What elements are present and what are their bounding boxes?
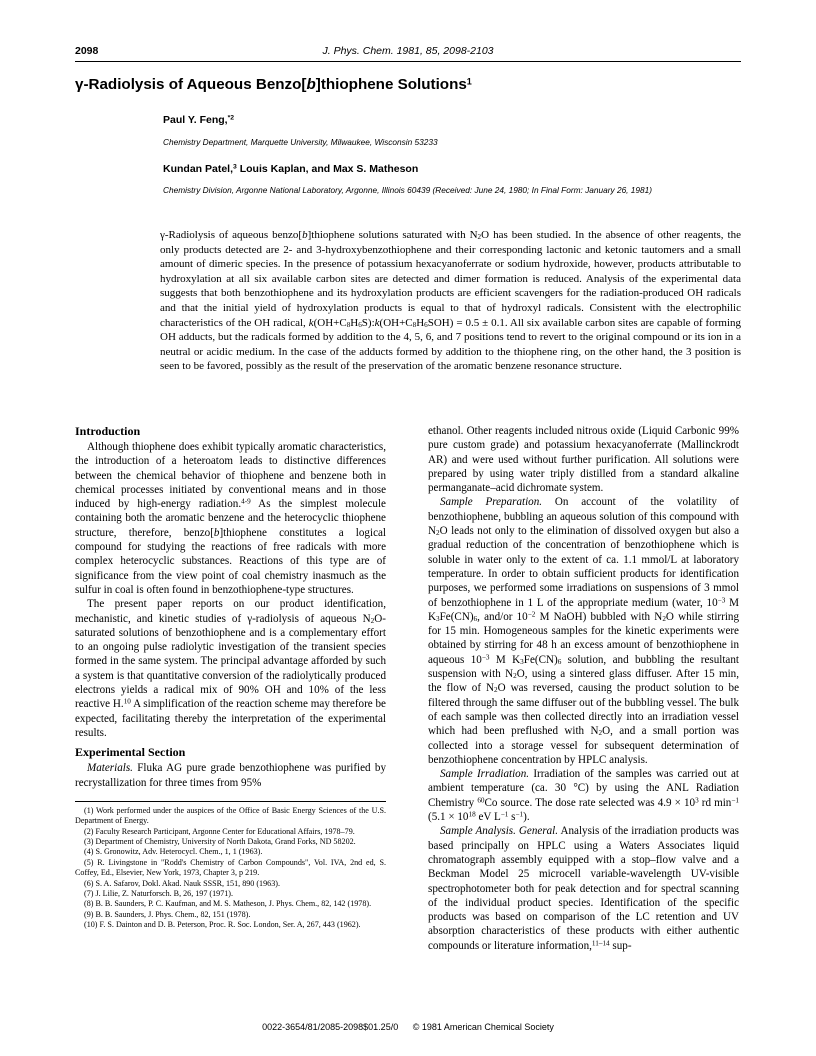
footnote-8: (8) B. B. Saunders, P. C. Kaufman, and M. S. Matheson, J. Phys. Chem., 82, 142 (1978). (84, 899, 372, 909)
materials-paragraph: Materials. Fluka AG pure grade benzothiophene was purified by recrystallization for three times from 95% (75, 762, 386, 789)
abstract: γ-Radiolysis of aqueous benzo[b]thiophene solutions saturated with $N_2O$ has been studied. In the absence of other reagents, the only products detected are 2- and 3-hydroxybenzothiophene and their corresponding lactonic and ketonic tautomers and a small amount of dimeric species. In the presence of potassium hexacyanoferrate or sodium hydroxide, however, products attributable to hydroxylation at all six available carbon sites are detected and dimer formation is reduced. Analysis of the experimental data suggests that both benzothiophene and its hydroxylation products are efficient scavengers for the radiation-produced OH radicals and that the initial yield of hydroxylation products is equal to that of hydroxyl radicals. Consistent with the electrophilic characteristics of the OH radical, $k(OH+C_8H_6S):k(OH+C_8H_6SOH) = 0.5 \pm 0.1$. All six available carbon sites are capable of forming OH adducts, but the radicals formed by addition to the 4, 5, 6, and 7 positions tend to revert to the original compound or its ion in a neutral or acidic medium. In the case of the adducts formed by addition to the thiophene ring, on the other hand, the 3 position is seen to be favored, possibly as the result of the preservation of the aromatic benzene resonance structure. (160, 229, 741, 373)
right-column (428, 424, 739, 953)
sample-analysis-paragraph: Sample Analysis. General. Analysis of the irradiation products was based principally on HPLC using a Waters Associates liquid chromatograph assembly equipped with a stop–flow valve and a Beckman Model 25 microcell variable-wavelength UV-visible spectrophotometer both for peak detection and for spectral scanning of the individual product species. Identification of the specific products was based on comparison of the LC retention and UV absorption characteristics of these products with either authentic compounds or literature information,$^{11-14}$ sup- (428, 825, 739, 952)
left-column (75, 424, 386, 931)
intro-paragraph-2: The present paper reports on our product identification, mechanistic, and kinetic studies of γ-radiolysis of aqueous $N_2O$-saturated solutions of benzothiophene and is a complementary effort to an ongoing pulse radiolytic investigation of the transient species formed in the same system. The principal advantage afforded by such a system is that quantitative conversion of the radiolytically produced electrons yields a radical mix of 90% OH and 10% of the less reactive H.$^{10}$ A simplification of the reaction scheme may therefore be expected, facilitating thereby the interpretation of the experimental results. (75, 598, 386, 739)
page-number: 2098 (75, 45, 99, 57)
footnotes (75, 806, 386, 931)
footnote-2: (2) Faculty Research Participant, Argonne Center for Educational Affairs, 1978–79. (84, 826, 355, 836)
title-footnote-mark: 1 (466, 76, 472, 87)
footnote-rule (75, 801, 386, 802)
header-rule (75, 61, 741, 62)
affiliation-1: Chemistry Department, Marquette University, Milwaukee, Wisconsin 53233 (163, 137, 438, 147)
copyright-notice: © 1981 American Chemical Society (412, 1022, 554, 1032)
introduction-heading: Introduction (75, 424, 141, 438)
article-title: γ-Radiolysis of Aqueous Benzo[b]thiophene Solutions$^1$ (75, 76, 472, 93)
footnote-3: (3) Department of Chemistry, University of North Dakota, Grand Forks, ND 58202. (84, 837, 356, 847)
sample-irradiation-paragraph: Sample Irradiation. Irradiation of the samples was carried out at ambient temperature (ca. 30 °C) by using the ANL Radiation Chemistry $^{60}$Co source. The dose rate selected was $4.9 \times 10^3$ rd $\min^{-1} (5.1 \times 10^{18}$ eV $L^{-1}$ $s^{-1}$). (428, 768, 740, 824)
footnote-4: (4) S. Gronowitz, Adv. Heterocycl. Chem., 1, 1 (1963). (84, 847, 263, 857)
footnote-7: (7) J. Lilie, Z. Naturforsch. B, 26, 197 (1971). (84, 889, 234, 899)
footnote-6: (6) S. A. Safarov, Dokl. Akad. Nauk SSSR, 151, 890 (1963). (84, 878, 280, 888)
footnote-1: (1) Work performed under the auspices of the Office of Basic Energy Sciences of the U.S. Department of Energy. (75, 805, 386, 826)
rate-expression: $k(OH+C_8H_6S):k(OH+C_8H_6SOH)$ (308, 316, 454, 329)
sample-preparation-paragraph: Sample Preparation. On account of the volatility of benzothiophene, bubbling an aqueous solution of this compound with $N_2O$ leads not only to the elimination of dissolved oxygen but also a gradual reduction of the concentration of benzothiophene which is soluble in water only to the extent of ca. 1.1 mmol/L at laboratory temperature. In order to obtain sufficient products for identification purposes, we performed some irradiations on suspensions of 3 mmol of benzothiophene in 1 L of the appropriate medium (water, $10^{-3}$ M $K_3Fe(CN)_6$, and/or $10^{-2}$ M NaOH) bubbled with $N_2O$ while stirring for 15 min. Homogeneous samples for the kinetic experiments were obtained by stirring for 48 h an excess amount of benzothiophene in aqueous $10^{-3}$ M $K_3Fe(CN)_6$ solution, and bubbling the resultant suspension with $N_2O$, using a sintered glass diffuser. After 15 min, the flow of $N_2O$ was reversed, causing the product solution to be filtered through the same diffuser out of the bubbling vessel. The bulk of each sample was then collected directly into an irradiation vessel which had been preflushed with $N_2O$, and a small portion was collected into a storage vessel for subsequent determination of benzothiophene concentration by HPLC analysis. (428, 496, 739, 766)
materials-continued: ethanol. Other reagents included nitrous oxide (Liquid Carbonic 99% pure custom grade) and potassium hexacyanoferrate (Mallinckrodt AR) and were used without further purification. All solutions were prepared by using water triply distilled from a standard alkaline permanganate–acid dichromate system. (428, 425, 739, 495)
author-line-2: Kundan Patel,$^3$ Louis Kaplan, and Max S. Matheson (163, 163, 419, 175)
journal-citation: J. Phys. Chem. 1981, 85, 2098-2103 (322, 45, 494, 57)
intro-paragraph-1: Although thiophene does exhibit typically aromatic characteristics, the introduction of a heteroatom leads to distinctive differences between the chemical behavior of thiophene and benzene both in chemical processes initiated by conventional means and in those induced by high-energy radiation.$^{4-9}$ As the simplest molecule containing both the aromatic benzene and the heterocyclic thiophene structure, therefore, benzo[b]thiophene constitutes a logical compound for studying the reactions of free radicals with more complex heterocyclic substances. Reactions of this type are of significance from the view point of coal chemistry inasmuch as the sulfur in coal is often found in benzothiophene-type structures. (75, 441, 386, 596)
page-footer (0, 1022, 816, 1032)
experimental-heading: Experimental Section (75, 745, 186, 760)
footnote-5: (5) R. Livingstone in "Rodd's Chemistry of Carbon Compounds", Vol. IVA, 2nd ed, S. Coffey, Ed., Elsevier, New York, 1973, Chapter 3, p 219. (75, 857, 386, 878)
affiliation-2: Chemistry Division, Argonne National Laboratory, Argonne, Illinois 60439 (Received: June 24, 1980; In Final Form: January 26, 1981) (163, 185, 653, 195)
footnote-9: (9) B. B. Saunders, J. Phys. Chem., 82, 151 (1978). (84, 909, 251, 919)
footnote-10: (10) F. S. Dainton and D. B. Peterson, Proc. R. Soc. London, Ser. A, 267, 443 (1962). (84, 920, 361, 930)
article-code: 0022-3654/81/2085-2098$01.25/0 (262, 1022, 399, 1032)
author-line-1: Paul Y. Feng,$^{*2}$ (163, 114, 235, 126)
running-head (75, 45, 741, 61)
